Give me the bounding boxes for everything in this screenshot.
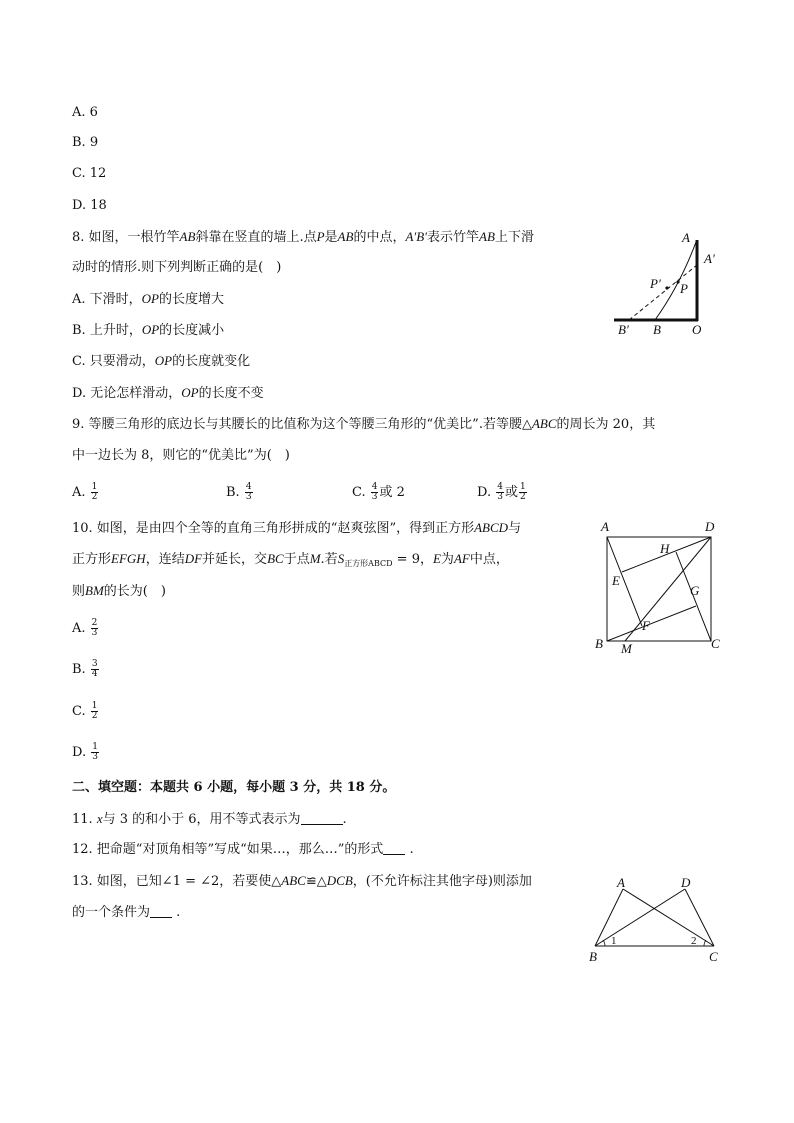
angle-1-label: 1 bbox=[611, 935, 617, 947]
q7-option-d: D. 18 bbox=[72, 198, 107, 213]
label-d: D bbox=[681, 875, 691, 890]
q8-stem-line2: 动时的情形.则下列判断正确的是( ) bbox=[72, 260, 282, 275]
q10-option-c: C. $\frac{1}{2}$ bbox=[72, 701, 98, 721]
q8-option-c: C. 只要滑动，OP的长度就变化 bbox=[72, 353, 251, 369]
label-d: D bbox=[705, 519, 715, 534]
angle-1-arc bbox=[603, 940, 605, 946]
q13-stem-line2: 的一个条件为 . bbox=[72, 905, 181, 920]
label-o: O bbox=[692, 322, 702, 337]
label-e: E bbox=[612, 573, 620, 588]
section-2-heading: 二、填空题：本题共 6 小题，每小题 3 分，共 18 分。 bbox=[72, 780, 396, 795]
label-b-prime: B′ bbox=[618, 322, 629, 337]
label-f: F bbox=[642, 618, 650, 633]
q7-option-c: C. 12 bbox=[72, 166, 107, 181]
q10-stem-line3: 则BM的长为( ) bbox=[72, 583, 166, 599]
q10-option-b: B. $\frac{3}{4}$ bbox=[72, 659, 98, 679]
q7-option-a: A. 6 bbox=[72, 105, 98, 120]
pole-ab bbox=[655, 242, 696, 320]
label-b: B bbox=[653, 322, 661, 337]
q13-answer-blank[interactable] bbox=[150, 905, 172, 918]
segment-a-c bbox=[623, 889, 714, 946]
point-p-prime bbox=[665, 286, 668, 289]
label-a-prime: A′ bbox=[704, 251, 715, 266]
q8-option-d: D. 无论怎样滑动，OP的长度不变 bbox=[72, 385, 264, 401]
label-p-prime: P′ bbox=[650, 276, 661, 291]
label-h: H bbox=[660, 541, 670, 556]
q9-stem-line2: 中一边长为 8，则它的“优美比”为( ) bbox=[72, 448, 290, 463]
angle-2-label: 2 bbox=[691, 935, 697, 947]
q13-stem-line1: 13. 如图，已知∠1 = ∠2，若要使△ABC≌△DCB，(不允许标注其他字母)则添加 bbox=[72, 873, 532, 889]
q10-option-a: A. $\frac{2}{3}$ bbox=[72, 618, 98, 638]
q10-stem-line1: 10. 如图，是由四个全等的直角三角形拼成的“赵爽弦图”，得到正方形ABCD与 bbox=[72, 520, 522, 536]
q8-figure bbox=[600, 225, 740, 340]
q10-option-d: D. $\frac{1}{3}$ bbox=[72, 742, 98, 762]
label-b: B bbox=[589, 949, 597, 964]
q13-figure bbox=[585, 872, 725, 967]
q12-answer-blank[interactable] bbox=[383, 842, 405, 855]
q8-option-a: A. 下滑时，OP的长度增大 bbox=[72, 291, 225, 307]
q12-stem: 12. 把命题“对顶角相等”写成“如果…，那么…”的形式 . bbox=[72, 842, 414, 857]
q10-stem-line2: 正方形EFGH，连结DF并延长，交BC于点M.若$S_{正方形ABCD} = 9$，E为AF中点， bbox=[72, 551, 509, 568]
label-c: C bbox=[709, 949, 718, 964]
q9-stem-line1: 9. 等腰三角形的底边长与其腰长的比值称为这个等腰三角形的“优美比”.若等腰△ABC的周长为 20，其 bbox=[72, 416, 656, 432]
label-g: G bbox=[690, 583, 700, 598]
q9-option-a: A. $\frac{1}{2}$ bbox=[72, 482, 98, 502]
q7-option-b: B. 9 bbox=[72, 135, 99, 150]
label-c: C bbox=[711, 636, 720, 651]
label-p: P bbox=[680, 281, 688, 296]
q11-stem: 11. x与 3 的和小于 6，用不等式表示为 . bbox=[72, 811, 347, 827]
label-b: B bbox=[595, 636, 603, 651]
angle-2-arc bbox=[704, 940, 706, 946]
q10-figure bbox=[590, 515, 730, 660]
q11-answer-blank[interactable] bbox=[301, 812, 343, 825]
label-a: A bbox=[617, 875, 625, 890]
q8-stem-line1: 8. 如图，一根竹竿AB斜靠在竖直的墙上.点P是AB的中点，A′B′表示竹竿AB上下滑 bbox=[72, 229, 534, 245]
q9-option-b: B. $\frac{4}{3}$ bbox=[226, 482, 252, 502]
q9-option-d: D. $\frac{4}{3}$ 或 $\frac{1}{2}$ bbox=[477, 482, 526, 502]
q9-option-c: C. $\frac{4}{3}$ 或 2 bbox=[352, 482, 405, 502]
segment-b-g bbox=[607, 606, 696, 641]
label-m: M bbox=[621, 641, 632, 656]
label-a: A bbox=[601, 519, 609, 534]
label-a: A bbox=[682, 230, 690, 245]
q8-option-b: B. 上升时，OP的长度减小 bbox=[72, 322, 225, 338]
